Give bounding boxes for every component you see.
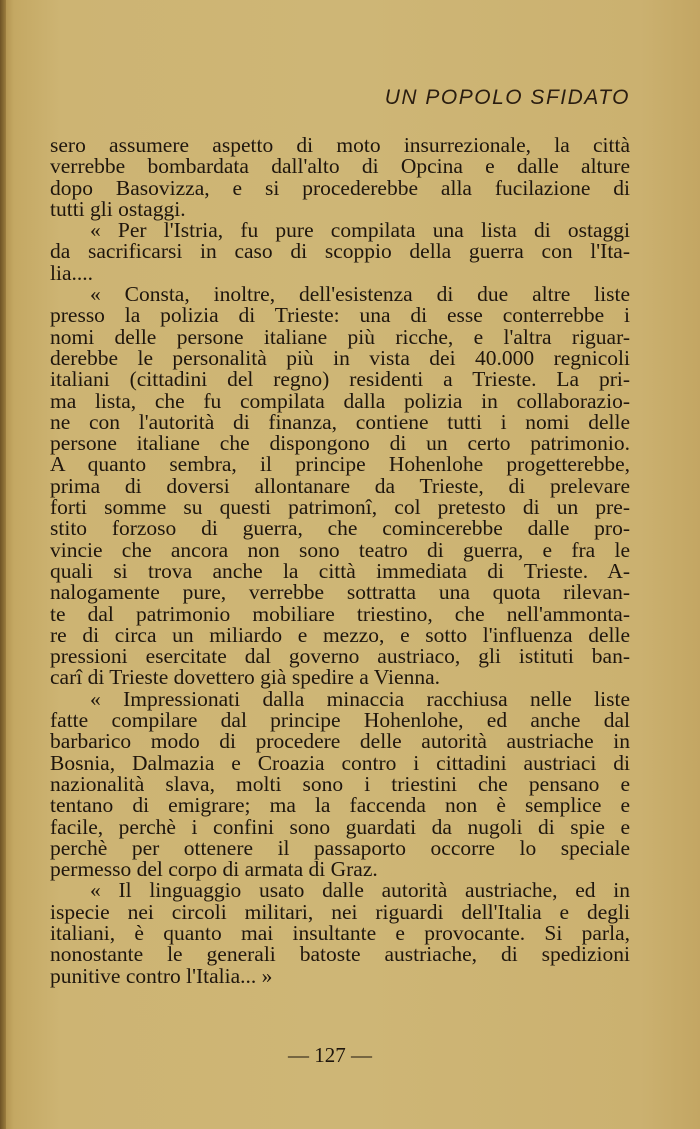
- text-line: quali si trova anche la città immediata di Trieste. A-: [50, 558, 630, 583]
- text-line: A quanto sembra, il principe Hohenlohe progetterebbe,: [50, 452, 630, 477]
- text-line: carî di Trieste dovettero già spedire a Vienna.: [50, 665, 440, 690]
- text-line: italiani (cittadini del regno) residenti a Trieste. La pri-: [50, 367, 630, 392]
- text-line: vincie che ancora non sono teatro di guerra, e fra le: [50, 537, 630, 562]
- page-number: — 127 —: [288, 1043, 372, 1067]
- text-line: re di circa un miliardo e mezzo, e sotto l'influenza delle: [50, 622, 630, 647]
- text-line: barbarico modo di procedere delle autorità austriache in: [50, 729, 630, 754]
- text-line: forti somme su questi patrimonî, col pretesto di un pre-: [50, 495, 630, 520]
- text-line: presso la polizia di Trieste: una di esse conterrebbe i: [50, 303, 630, 328]
- text-line: lia....: [50, 260, 93, 285]
- text-line: nalogamente pure, verrebbe sottratta una quota rilevan-: [50, 580, 630, 605]
- body-text: [50, 135, 630, 987]
- text-line: persone italiane che dispongono di un certo patrimonio.: [50, 431, 630, 456]
- text-line: verrebbe bombardata dall'alto di Opcina e dalle alture: [50, 154, 630, 179]
- text-line: te dal patrimonio mobiliare triestino, che nell'ammonta-: [50, 601, 630, 626]
- text-line: nazionalità slava, molti sono i triestini che pensano e: [50, 771, 630, 796]
- text-line: dopo Basovizza, e si procederebbe alla fucilazione di: [50, 175, 630, 200]
- text-line: « Per l'Istria, fu pure compilata una lista di ostaggi: [90, 218, 630, 243]
- text-line: permesso del corpo di armata di Graz.: [50, 857, 378, 882]
- text-line: ispecie nei circoli militari, nei riguardi dell'Italia e degli: [50, 899, 630, 924]
- text-line: italiani, è quanto mai insultante e provocante. Si parla,: [50, 920, 630, 945]
- text-line: facile, perchè i confini sono guardati da nugoli di spie e: [50, 814, 630, 839]
- text-line: Bosnia, Dalmazia e Croazia contro i cittadini austriaci di: [50, 750, 630, 775]
- text-line: da sacrificarsi in caso di scoppio della guerra con l'Ita-: [50, 239, 630, 264]
- text-line: sero assumere aspetto di moto insurrezionale, la città: [50, 133, 630, 157]
- text-line: perchè per ottenere il passaporto occorre lo speciale: [50, 835, 630, 860]
- text-line: « Consta, inoltre, dell'esistenza di due altre liste: [90, 282, 630, 307]
- page-binding-edge: [0, 0, 6, 1129]
- text-line: stito forzoso di guerra, che comincerebbe dalle pro-: [50, 516, 630, 541]
- text-line: derebbe le personalità più in vista dei 40.000 regnicoli: [50, 345, 630, 370]
- text-line: nomi delle persone italiane più ricche, e l'altra riguar-: [50, 324, 630, 349]
- text-line: punitive contro l'Italia... »: [50, 963, 273, 988]
- text-line: « Il linguaggio usato dalle autorità austriache, ed in: [90, 878, 630, 903]
- text-line: nonostante le generali batoste austriache, di spedizioni: [50, 942, 630, 967]
- text-line: tentano di emigrare; ma la faccenda non è semplice e: [50, 793, 630, 818]
- text-line: « Impressionati dalla minaccia racchiusa nelle liste: [90, 686, 630, 711]
- running-head: UN POPOLO SFIDATO: [384, 86, 630, 109]
- text-line: prima di doversi allontanare da Trieste, di prelevare: [50, 473, 630, 498]
- text-line: ne con l'autorità di finanza, contiene tutti i nomi delle: [50, 409, 630, 434]
- text-line: ma lista, che fu compilata dalla polizia in collaborazio-: [50, 388, 630, 413]
- text-line: fatte compilare dal principe Hohenlohe, ed anche dal: [50, 708, 630, 733]
- text-line: tutti gli ostaggi.: [50, 196, 186, 221]
- text-line: pressioni esercitate dal governo austriaco, gli istituti ban-: [50, 644, 630, 669]
